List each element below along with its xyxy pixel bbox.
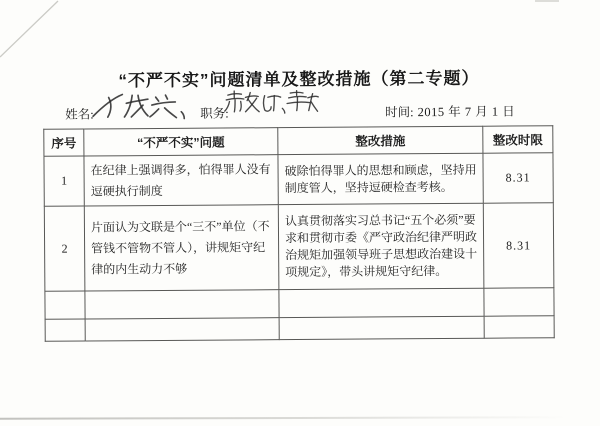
problem-cell: 在纪律上强调得多，怕得罪人没有逗硬执行制度 — [84, 155, 278, 206]
measure-cell: 认真贯彻落实习总书记“五个必须”要求和贯彻市委《严守政治纪律严明政治规矩加强领导班子思想政治建设十项规定》，带头讲规矩守纪律。 — [278, 203, 484, 289]
deadline-cell: 8.31 — [483, 203, 554, 288]
problem-cell — [85, 290, 279, 319]
position-label: 职务: — [200, 106, 229, 121]
header-seq: 序号 — [44, 129, 84, 156]
time-label: 时间: — [385, 105, 414, 120]
time-value: 2015 年 7 月 1 日 — [417, 104, 516, 120]
rectification-table — [43, 125, 554, 342]
position-signature-handwriting — [223, 86, 319, 117]
measure-cell: 破除怕得罪人的思想和顾虑，坚持用制度管人，坚持逗硬检查考核。 — [278, 153, 483, 204]
header-deadline: 整改时限 — [483, 126, 553, 153]
table-row — [44, 153, 553, 207]
deadline-cell — [484, 288, 554, 316]
deadline-cell — [484, 316, 554, 338]
name-label: 姓名: — [65, 107, 94, 122]
table-header — [44, 126, 553, 157]
measure-cell — [279, 316, 484, 339]
seq-cell — [45, 291, 85, 319]
seq-cell — [45, 319, 85, 341]
header-problem: “不严不实”问题 — [84, 128, 278, 156]
header-measure: 整改措施 — [278, 126, 483, 154]
document-title: “不严不实”问题清单及整改措施（第二专题） — [118, 68, 480, 91]
measure-cell — [279, 288, 484, 317]
seq-cell: 2 — [44, 206, 85, 291]
problem-cell — [85, 318, 279, 341]
deadline-cell: 8.31 — [483, 153, 553, 203]
seq-cell: 1 — [44, 156, 84, 206]
header-row — [44, 126, 553, 157]
problem-cell: 片面认为文联是个“三不”单位（不管钱不管物不管人），讲规矩守纪律的内生动力不够 — [84, 205, 279, 291]
table-row — [45, 316, 554, 342]
name-signature-handwriting — [89, 89, 187, 124]
table-row — [44, 203, 554, 292]
time-field — [385, 101, 515, 120]
table-row — [45, 288, 554, 320]
table-body — [44, 153, 554, 342]
